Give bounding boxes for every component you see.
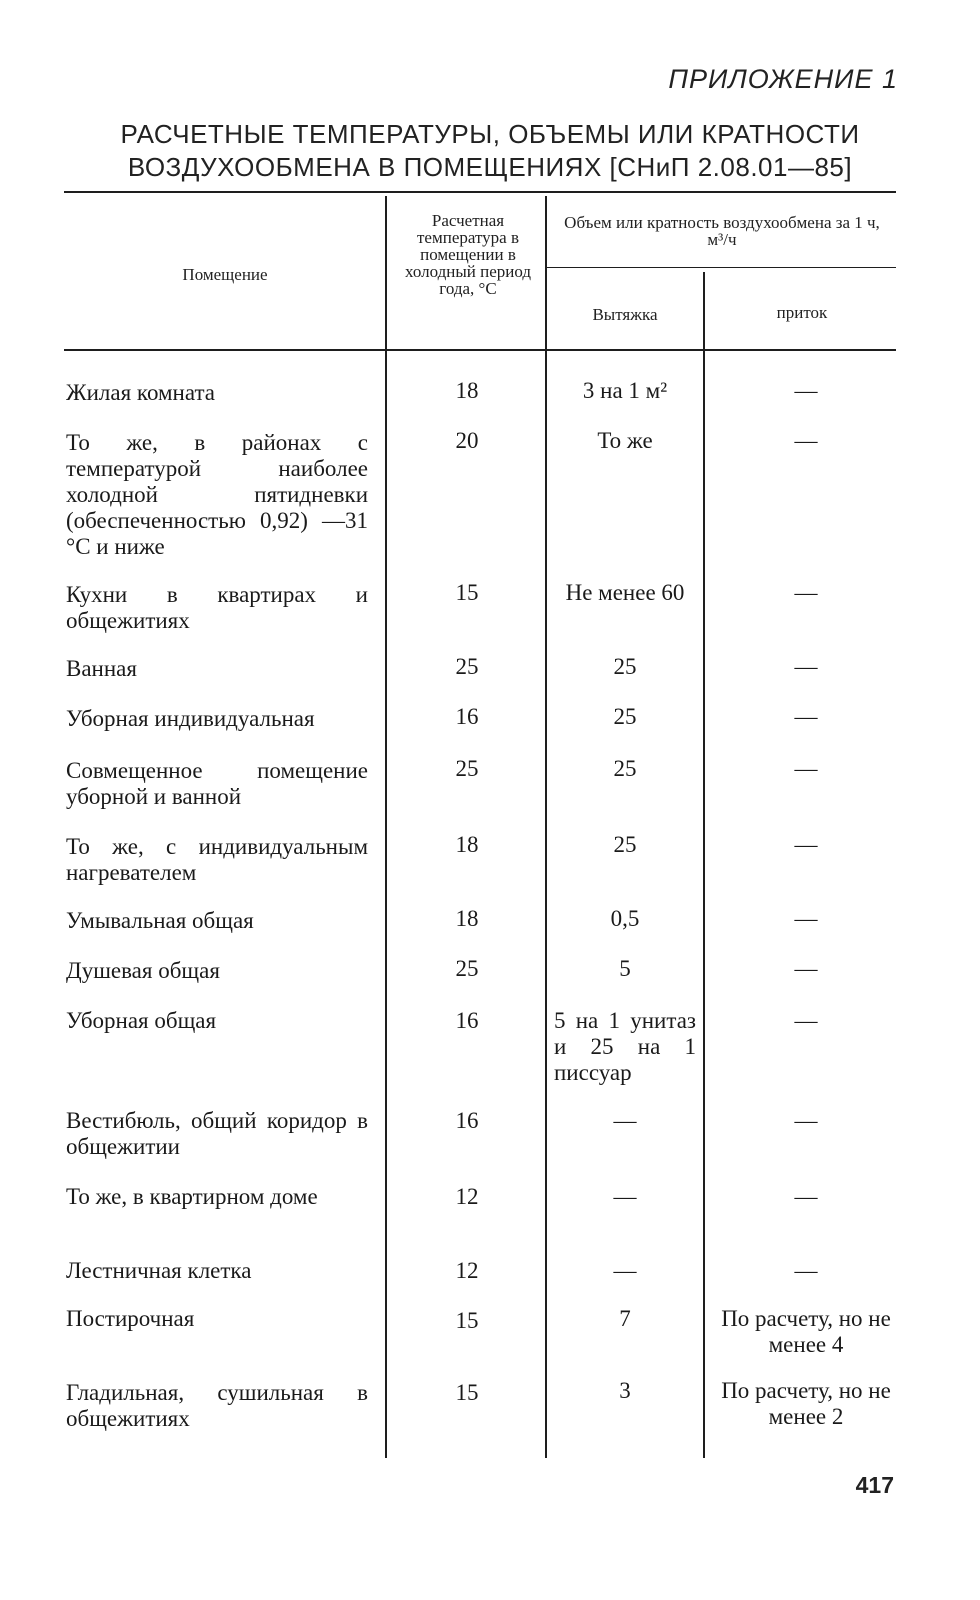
table-row-exhaust: 7: [619, 1306, 631, 1331]
header-temperature: Расчетная температура в помещении в холодный период года, °С: [404, 211, 532, 298]
table-row-room: Уборная индивидуальная: [66, 706, 315, 731]
table-row-supply: По расчету, но не менее 2: [721, 1378, 891, 1429]
table-row-temperature: 16: [455, 1108, 479, 1133]
table-row-exhaust: 5 на 1 унитаз и 25 на 1 писсуар: [554, 1008, 696, 1085]
table-top-rule: [64, 191, 896, 193]
table-row-temperature: 15: [455, 1380, 479, 1405]
table-row-exhaust: 3 на 1 м²: [582, 378, 668, 403]
table-row-supply: —: [794, 1184, 818, 1209]
table-row-exhaust: —: [613, 1184, 637, 1209]
table-row-supply: —: [794, 956, 818, 981]
table-row-supply: —: [794, 378, 818, 403]
header-airflow: Объем или кратность воздухообмена за 1 ч, м³/ч: [564, 213, 880, 249]
table-row-temperature: 15: [455, 1308, 479, 1333]
header-supply: приток: [776, 303, 828, 322]
table-row-exhaust: То же: [597, 428, 653, 453]
table-row-temperature: 25: [455, 956, 479, 981]
table-row-room: То же, в квартирном доме: [66, 1184, 318, 1209]
table-row-room: Уборная общая: [66, 1008, 217, 1033]
page-number: 417: [855, 1472, 894, 1498]
table-row-room: Душевая общая: [66, 958, 220, 983]
table-row-exhaust: 25: [613, 756, 637, 781]
table-row-room: То же, с индивидуальным нагревателем: [66, 834, 368, 885]
table-row-temperature: 18: [455, 906, 479, 931]
appendix-label: ПРИЛОЖЕНИЕ 1: [668, 64, 898, 94]
header-room: Помещение: [182, 265, 268, 284]
table-row-room: Лестничная клетка: [66, 1258, 252, 1283]
table-row-temperature: 25: [455, 756, 479, 781]
table-row-exhaust: 25: [613, 654, 637, 679]
table-row-temperature: 16: [455, 1008, 479, 1033]
table-row-supply: —: [794, 704, 818, 729]
table-row-room: Ванная: [66, 656, 137, 681]
table-row-exhaust: 3: [619, 1378, 631, 1403]
table-row-temperature: 16: [455, 704, 479, 729]
table-row-room: Совмещенное помещение уборной и ванной: [66, 758, 368, 809]
table-row-room: Кухни в квартирах и общежитиях: [66, 582, 368, 633]
table-row-supply: —: [794, 832, 818, 857]
table-row-room: Постирочная: [66, 1306, 195, 1331]
table-row-temperature: 18: [455, 378, 479, 403]
column-divider-2: [545, 196, 547, 1458]
table-row-exhaust: Не менее 60: [565, 580, 685, 605]
table-row-temperature: 15: [455, 580, 479, 605]
table-row-exhaust: 0,5: [610, 906, 640, 931]
table-row-room: То же, в районах с температурой наиболее холодной пятидневки (обеспеченностью 0,92) —31 °С и ниже: [66, 430, 368, 559]
table-row-temperature: 18: [455, 832, 479, 857]
header-exhaust: Вытяжка: [592, 305, 658, 324]
title-line-1: РАСЧЕТНЫЕ ТЕМПЕРАТУРЫ, ОБЪЕМЫ ИЛИ КРАТНОСТИ: [120, 119, 860, 149]
table-row-supply: —: [794, 906, 818, 931]
table-row-supply: —: [794, 428, 818, 453]
column-divider-1: [385, 196, 387, 1458]
table-row-exhaust: 25: [613, 704, 637, 729]
table-row-exhaust: —: [613, 1258, 637, 1283]
table-row-supply: —: [794, 1108, 818, 1133]
header-bottom-rule: [64, 349, 896, 351]
table-row-supply: По расчету, но не менее 4: [721, 1306, 891, 1357]
title-line-2: ВОЗДУХООБМЕНА В ПОМЕЩЕНИЯХ [СНиП 2.08.01—85]: [127, 152, 853, 182]
table-row-room: Гладильная, сушильная в общежитиях: [66, 1380, 368, 1431]
column-divider-3: [703, 272, 705, 1458]
table-row-supply: —: [794, 580, 818, 605]
table-row-supply: —: [794, 654, 818, 679]
table-row-exhaust: —: [613, 1108, 637, 1133]
table-row-room: Вестибюль, общий коридор в общежитии: [66, 1108, 368, 1159]
table-row-exhaust: 5: [619, 956, 631, 981]
table-row-temperature: 25: [455, 654, 479, 679]
table-row-room: Жилая комната: [66, 380, 216, 405]
table-row-supply: —: [794, 756, 818, 781]
page-title: [60, 118, 920, 184]
table-row-room: Умывальная общая: [66, 908, 254, 933]
table-row-temperature: 12: [455, 1184, 479, 1209]
table-row-temperature: 12: [455, 1258, 479, 1283]
table-row-temperature: 20: [455, 428, 479, 453]
table-row-supply: —: [794, 1008, 818, 1033]
airflow-subheader-rule: [546, 267, 896, 268]
table-row-exhaust: 25: [613, 832, 637, 857]
table-row-supply: —: [794, 1258, 818, 1283]
